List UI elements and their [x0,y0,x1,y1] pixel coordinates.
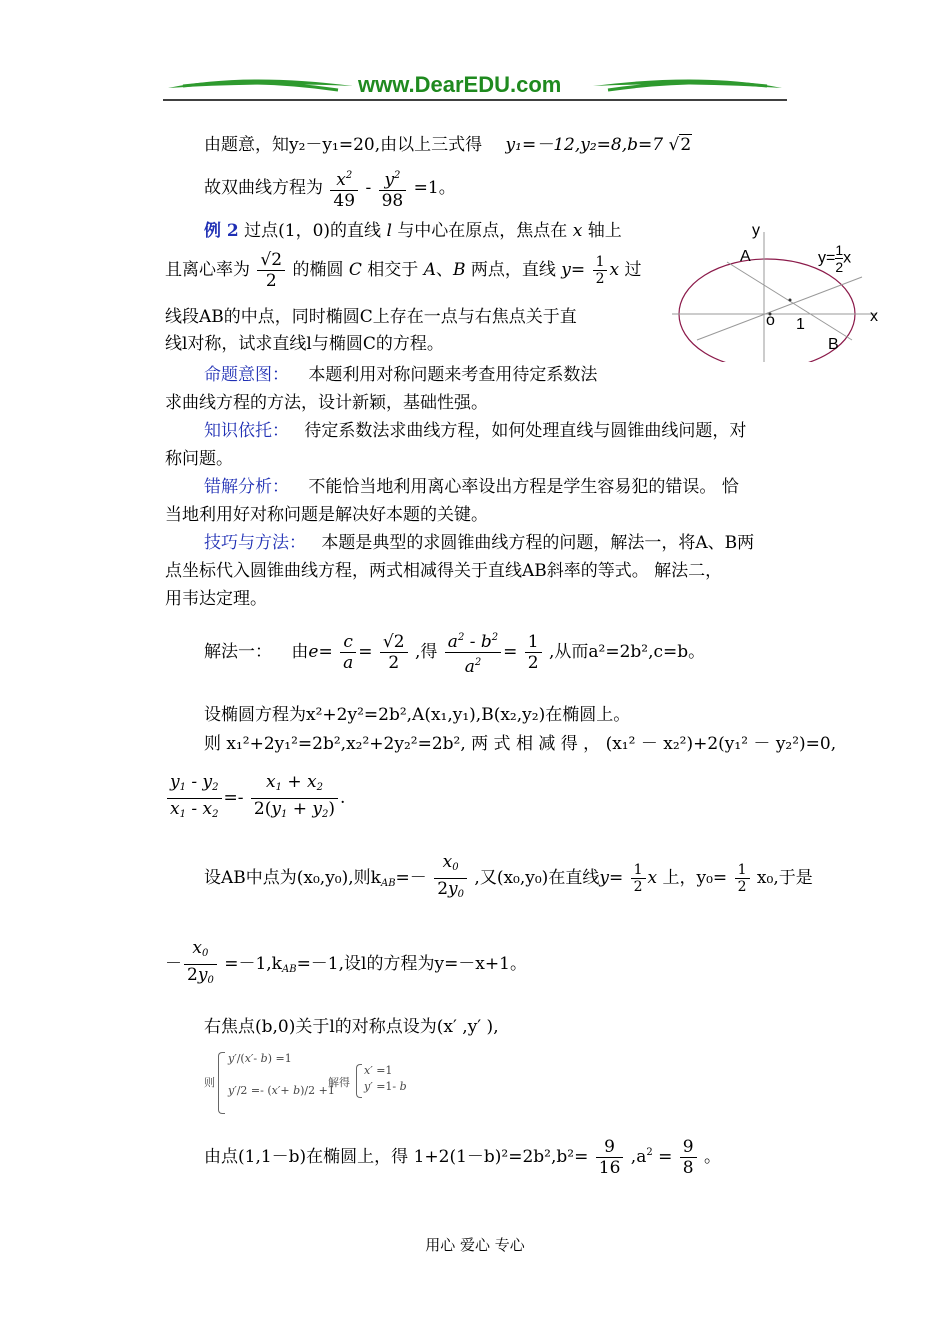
fraction-9-16: $\frac{9}{16}$ [596,1137,624,1178]
subtract-line: 则 x₁²+2y₁²=2b²,x₂²+2y₂²=2b², 两 式 相 减 得 ， (x₁² － x₂²)+2(y₁² － y₂²)=0, [204,734,837,754]
page-footer: 用心 爱心 专心 [425,1236,525,1254]
equation-system [204,1050,424,1116]
fraction-y2-98: $\frac{y^2}{98}$ [379,166,407,211]
fraction-c-a: $\frac{c}{a}$ [340,632,356,673]
system-eq-1: y′/(x′- b) =1 [228,1052,292,1065]
text-segment: 本题利用对称问题来考查用待定系数法 [308,365,598,385]
ellipse-diagram [672,222,892,362]
text-line-2: 故双曲线方程为 $\frac{x^2}{49}$ - $\frac{y^2}{98}$ =1。 [204,164,456,212]
text-segment: 过 [624,260,642,280]
point-label-a: A [740,248,751,265]
text-segment: 与中心在原点，焦点在 [397,221,568,241]
point-label-b: B [828,336,839,353]
text-segment: ,从而a²=2b²,c=b。 [549,642,706,662]
tick-label-1: 1 [796,316,805,333]
text-segment: =－1,设l的方程为y=－x+1。 [296,954,527,974]
fraction-half: $\frac{1}{2}$ [593,254,608,287]
fraction-half-b: $\frac{1}{2}$ [525,632,542,673]
example-label: 例 2 [204,221,239,241]
solution-brace [356,1064,362,1098]
technique-line-2: 点坐标代入圆锥曲线方程，两式相减得关于直线AB斜率的等式。 解法二， [165,561,723,581]
fraction-sumx-sumy: $\frac{x_1 + x_2}{2(y_1 + y_2)}$ [251,772,338,825]
header-banner [163,70,787,104]
example-line-4: 线l对称，试求直线l与椭圆C的方程。 [165,334,444,354]
technique-label: 技巧与方法： [204,533,306,553]
knowledge-line-1 [204,420,746,442]
example-line-1: 例 2 过点(1，0)的直线 l 与中心在原点，焦点在 x 轴上 [204,221,622,241]
error-label: 错解分析： [204,477,289,497]
text-segment: ,得 [414,642,438,662]
error-line-2: 当地利用好对称问题是解决好本题的关键。 [165,505,488,525]
text-segment: 故双曲线方程为 [204,178,323,198]
text-segment: 由题意，知y₂－y₁=20,由以上三式得 [204,135,483,155]
fraction-x0-2y0-b: $\frac{x_0}{2y_0}$ [184,938,217,991]
text-segment: 由 [291,642,309,662]
text-segment: 。 [704,1147,722,1167]
text-segment: 上，y₀= [662,868,728,888]
system-solve-label: 解得 [328,1076,350,1089]
fraction-x0-2y0: $\frac{x_0}{2y_0}$ [434,852,467,905]
solution-eq-1: x′ =1 [364,1064,393,1077]
fraction-half-d: $\frac{1}{2}$ [735,862,750,895]
solution-eq-2: y′ =1- b [364,1080,407,1093]
text-segment: 本题是典型的求圆锥曲线方程的问题，解法一，将A、B两 [321,533,755,553]
intent-line-1 [204,364,597,386]
text-segment: 的椭圆 [292,260,344,280]
text-segment: = [658,1147,673,1167]
text-segment: ,a [630,1147,647,1167]
example-line-3: 线段AB的中点，同时椭圆C上存在一点与右焦点关于直 [165,307,577,327]
ellipse-figure [672,222,892,362]
fraction-a2b2-a2: $\frac{a^2 - b^2}{a^2}$ [445,628,501,677]
fraction-dy-dx: $\frac{y_1 - y_2}{x_1 - x_2}$ [167,772,222,825]
result-line: － $\frac{x_0}{2y_0}$ $=-1,k_{AB}=-1$,设l的方程为y=－x+1。 [165,938,527,993]
knowledge-line-2: 称问题。 [165,449,233,469]
origin-label: o [766,312,775,329]
final-line: 由点(1,1－b)在椭圆上，得 1+2(1－b)²=2b²,b²= $\frac{9}{16}$ $,a^2$ = $\frac{9}{8}$ 。 [204,1137,722,1178]
text-segment: 由点(1,1－b)在椭圆上，得 1+2(1－b)²=2b²,b²= [204,1147,589,1167]
text-segment: =1。 [413,178,456,198]
text-segment: =－1,k [224,954,282,974]
text-segment: =－ [395,868,427,888]
text-segment: 且离心率为 [165,260,250,280]
fraction-sqrt2-2: $\frac{√2}{2}$ [257,250,285,291]
system-then-label: 则 [204,1076,215,1089]
axis-label-x: x [870,308,878,325]
line-equation-label: y= $\frac{1}{2}$ x [818,242,852,275]
intent-line-2: 求曲线方程的方法，设计新颖，基础性强。 [165,393,488,413]
fraction-sqrt2-2b: $\frac{√2}{2}$ [380,632,408,673]
technique-line-3: 用韦达定理。 [165,589,267,609]
text-segment: ,又(x₀,y₀)在直线 [474,868,600,888]
technique-line-1 [204,532,754,554]
text-segment: 相交于 [367,260,419,280]
solution-line-1: 解法一： 由e= $\frac{c}{a}$ = $\frac{√2}{2}$ ,得 $\frac{a^2 - b^2}{a^2}$ = $\frac{1}{2}$ ,从而a²=2b²,c=b。 [204,628,705,677]
axis-label-y: y [752,222,760,239]
text-segment: 不能恰当地利用离心率设出方程是学生容易犯的错误。 恰 [308,477,739,497]
text-segment: 轴上 [587,221,622,241]
system-brace [218,1052,225,1114]
midpoint-line: 设AB中点为(x₀,y₀),则$k_{AB}=-$ $\frac{x_0}{2y_0}$ ,又(x₀,y₀)在直线y= $\frac{1}{2}$ x 上，y₀= $\frac{1}{2}$ x₀,于是 [204,852,813,907]
intent-label: 命题意图： [204,365,289,385]
text-segment: x₀,于是 [756,868,813,888]
focus-line: 右焦点(b,0)关于l的对称点设为(x′ ,y′ ), [204,1017,499,1037]
example-line-2: 且离心率为 $\frac{√2}{2}$ 的椭圆 C 相交于 A、B 两点，直线 y= $\frac{1}{2}$ x 过 [165,250,642,291]
error-line-1 [204,476,739,498]
sqrt-two: √2 [668,135,692,155]
text-segment: 待定系数法求曲线方程，如何处理直线与圆锥曲线问题，对 [304,421,747,441]
knowledge-label: 知识依托： [204,421,289,441]
text-segment: 设AB中点为(x₀,y₀),则k [204,868,381,888]
fraction-x2-49: $\frac{x^2}{49}$ [330,166,358,211]
fraction-9-8: $\frac{9}{8}$ [680,1137,697,1178]
fraction-half-c: $\frac{1}{2}$ [631,862,646,895]
set-ellipse-line: 设椭圆方程为x²+2y²=2b²,A(x₁,y₁),B(x₂,y₂)在椭圆上。 [204,705,631,725]
text-line-1 [204,134,692,156]
text-segment: 过点(1，0)的直线 [244,221,382,241]
text-segment: 两点，直线 [470,260,556,280]
slope-equation: $\frac{y_1 - y_2}{x_1 - x_2}$ =- $\frac{x_1 + x_2}{2(y_1 + y_2)}$ . [165,772,345,825]
text-segment: y₁=－12,y₂=8,b=7 [505,135,664,155]
site-name: www.DearEDU.com [358,72,562,97]
text-segment: 解法一： [204,642,272,662]
system-eq-2: y′/2 =- (x′+ b)/2 +1 [228,1084,335,1097]
